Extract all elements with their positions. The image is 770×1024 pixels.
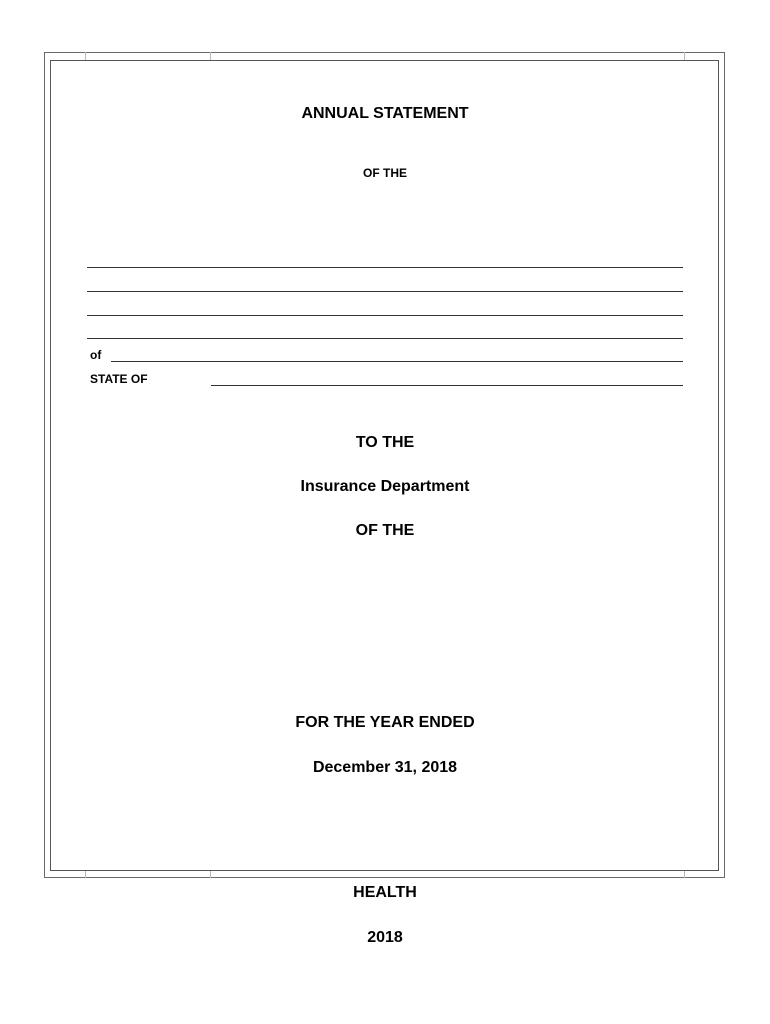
- company-name-line-2[interactable]: [87, 291, 683, 292]
- state-of-field-line[interactable]: [211, 385, 683, 386]
- statement-type: HEALTH: [353, 884, 417, 901]
- of-the-heading: OF THE: [355, 522, 415, 539]
- frame-tick: [684, 871, 685, 878]
- statement-year: 2018: [367, 929, 403, 946]
- of-field-line[interactable]: [111, 361, 683, 362]
- frame-tick: [210, 52, 211, 60]
- state-of-label: STATE OF: [90, 372, 148, 386]
- frame-tick: [684, 52, 685, 60]
- of-the-caption: OF THE: [363, 166, 407, 180]
- department-heading: Insurance Department: [300, 478, 470, 495]
- company-name-line-4[interactable]: [87, 338, 683, 339]
- company-name-line-3[interactable]: [87, 315, 683, 316]
- statement-title: ANNUAL STATEMENT: [301, 105, 469, 122]
- company-name-line-1[interactable]: [87, 267, 683, 268]
- of-label: of: [90, 348, 102, 362]
- inner-border: [50, 60, 719, 871]
- to-the-heading: TO THE: [355, 434, 415, 451]
- frame-tick: [85, 52, 86, 60]
- frame-tick: [210, 871, 211, 878]
- year-ended-heading: FOR THE YEAR ENDED: [295, 714, 475, 731]
- period-end-date: December 31, 2018: [312, 759, 458, 776]
- frame-tick: [85, 871, 86, 878]
